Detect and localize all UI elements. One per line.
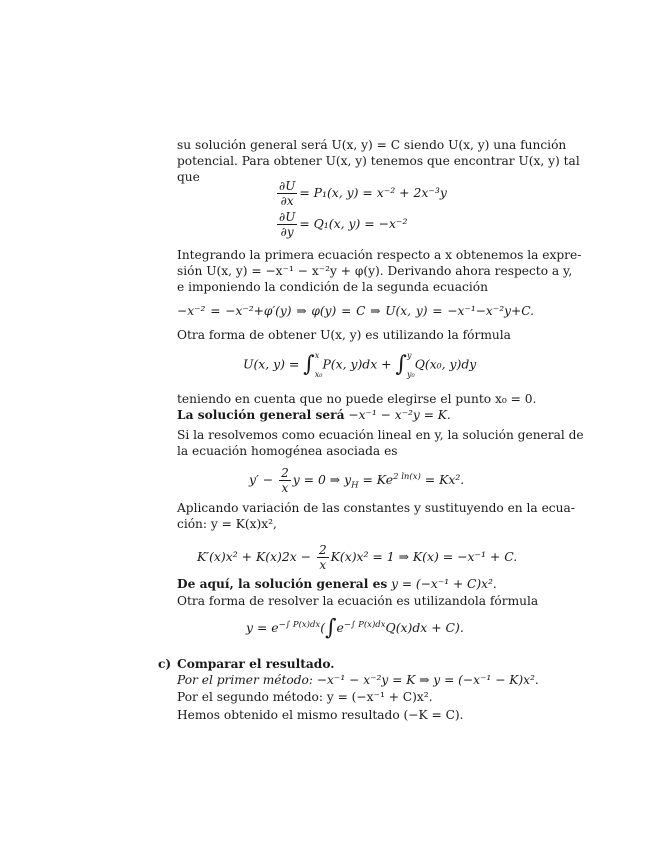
paragraph-line: teniendo en cuenta que no puede elegirse el punto x₀ = 0. [177, 392, 537, 406]
equation-linear-formula: $y = e^{-\int P(x)dx}(\int e^{-\int P(x)dx}Q(x)dx + C)$. [246, 615, 464, 641]
comparison-line: Hemos obtenido el mismo resultado (−K = C). [177, 708, 464, 722]
comparison-line: Por el primer método: −x⁻¹ − x⁻²y = K ⇒ y = (−x⁻¹ − K)x². [177, 673, 539, 687]
section-c-title: Comparar el resultado. [177, 657, 335, 671]
paragraph-line: e imponiendo la condición de la segunda ecuación [177, 280, 488, 294]
paragraph-line: sión U(x, y) = −x⁻¹ − x⁻²y + φ(y). Derivando ahora respecto a y, [177, 264, 573, 278]
equation-variation: K′(x)x² + K(x)2x − $\frac{2}{x}$ K(x)x² = 1 ⇒ K(x) = −x⁻¹ + C. [197, 543, 518, 572]
paragraph-line: su solución general será U(x, y) = C siendo U(x, y) una función [177, 138, 567, 152]
section-c-label: c) [158, 657, 172, 671]
result-line: La solución general será −x⁻¹ − x⁻²y = K. [177, 408, 451, 422]
paragraph-line: que [177, 170, 200, 184]
result-line: De aquí, la solución general es y = (−x⁻¹ + C)x². [177, 577, 497, 591]
equation-homogeneous: y′ − $\frac{2}{x}$ y = 0 ⇒ $y_H = Ke^{2 ln(x)} = Kx^2$. [249, 466, 465, 495]
paragraph-line: Integrando la primera ecuación respecto a x obtenemos la expre- [177, 248, 582, 262]
comparison-line: Por el segundo método: y = (−x⁻¹ + C)x². [177, 690, 433, 704]
equation-partial-y: $\frac{\partial U}{\partial y}$ = Q₁(x, y) = −x⁻² [279, 210, 408, 239]
equation-phi: −x⁻² = −x⁻²+φ′(y) ⇒ φ(y) = C ⇒ U(x, y) = −x⁻¹−x⁻²y+C. [177, 304, 534, 318]
paragraph-line: potencial. Para obtener U(x, y) tenemos que encontrar U(x, y) tal [177, 154, 580, 168]
equation-partial-x: $\frac{\partial U}{\partial x}$ = P₁(x, y) = x⁻² + 2x⁻³y [279, 179, 447, 208]
paragraph-line: Aplicando variación de las constantes y sustituyendo en la ecua- [177, 501, 575, 515]
paragraph-line: Otra forma de resolver la ecuación es utilizandola fórmula [177, 594, 539, 608]
paragraph-line: Otra forma de obtener U(x, y) es utilizando la fórmula [177, 328, 511, 342]
equation-potential-integral: U(x, y) = ∫ x x₀ P(x, y)dx + ∫ y y₀ Q(x₀, y)dy [243, 351, 477, 379]
paragraph-line: la ecuación homogénea asociada es [177, 444, 398, 458]
paragraph-line: Si la resolvemos como ecuación lineal en y, la solución general de [177, 428, 584, 442]
paragraph-line: ción: y = K(x)x², [177, 517, 277, 531]
